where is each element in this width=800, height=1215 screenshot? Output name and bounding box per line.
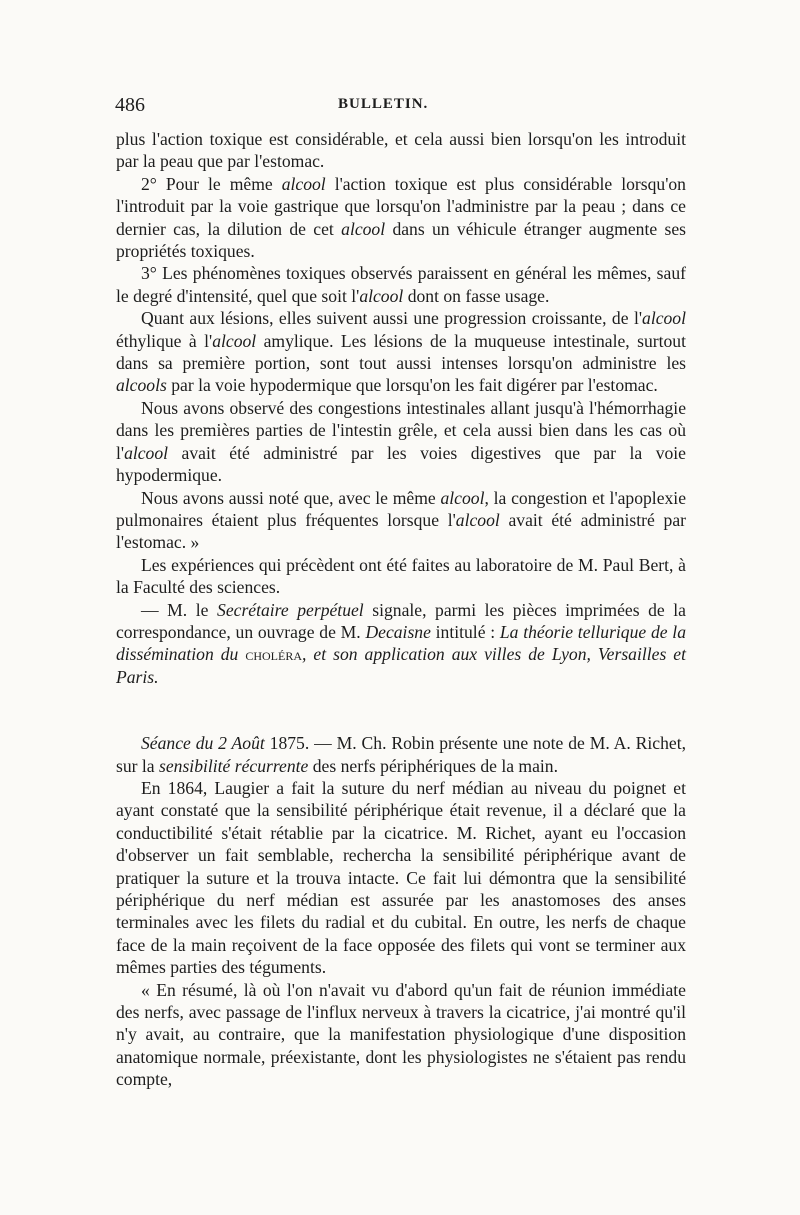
page-number: 486 bbox=[115, 94, 145, 116]
paragraph-congestions: Nous avons observé des congestions intestinales allant jusqu'à l'hémorrhagie dans les premières parties de l'intestin grêle, et cela aussi bien dans les cas où l'alcool avait été administré par les voies digestives que par la voie hypodermique. bbox=[116, 397, 686, 486]
body-text bbox=[116, 128, 686, 1091]
session-heading-paragraph: Séance du 2 Août 1875. — M. Ch. Robin présente une note de M. A. Richet, sur la sensibilité récurrente des nerfs périphériques de la main. bbox=[116, 733, 686, 776]
paragraph-correspondance: — M. le Secrétaire perpétuel signale, parmi les pièces imprimées de la correspondance, un ouvrage de M. Decaisne intitulé : La théorie tellurique de la dissémination du choléra, et son application aux villes de Lyon, Versailles et Paris. bbox=[116, 599, 686, 687]
paragraph-resume: « En résumé, là où l'on n'avait vu d'abord qu'un fait de réunion immédiate des nerfs, avec passage de l'influx nerveux à travers la cicatrice, j'ai montré qu'il n'y avait, au contraire, que la manifestation physiologique d'une disposition anatomique normale, préexistante, dont les physiologistes ne s'étaient pas rendu compte, bbox=[116, 979, 686, 1090]
paragraph-apoplexie: Nous avons aussi noté que, avec le même alcool, la congestion et l'apoplexie pulmonaires étaient plus fréquentes lorsque l'alcool avait été administré par l'estomac. » bbox=[116, 487, 687, 553]
paragraph-continuation: plus l'action toxique est considérable, et cela aussi bien lorsqu'on les introduit par la peau que par l'estomac. bbox=[116, 129, 686, 172]
page-header bbox=[115, 94, 685, 118]
paragraph-lesions: Quant aux lésions, elles suivent aussi une progression croissante, de l'alcool éthylique à l'alcool amylique. Les lésions de la muqueuse intestinale, surtout dans sa première portion, sont tout aussi intenses lorsqu'on administre les alcools par la voie hypodermique que lorsqu'on les fait digérer par l'estomac. bbox=[116, 308, 686, 396]
paragraph-laugier: En 1864, Laugier a fait la suture du nerf médian au niveau du poignet et ayant constaté que la sensibilité périphérique était revenue, il a déclaré que la conductibilité s'était rétablie par la cicatrice. M. Richet, ayant eu l'occasion d'observer un fait semblable, rechercha la sensibilité périphérique avant de pratiquer la suture et la trouva intacte. Ce fait lui démontra que la sensibilité périphérique du nerf médian est assurée par les anastomoses des anses terminales avec les filets du radial et du cubital. En outre, les nerfs de chaque face de la main reçoivent de la face opposée des filets qui vont se terminer aux mêmes parties des téguments. bbox=[116, 777, 686, 978]
running-head: BULLETIN. bbox=[338, 96, 429, 112]
paragraph-laboratoire: Les expériences qui précèdent ont été faites au laboratoire de M. Paul Bert, à la Faculté des sciences. bbox=[116, 554, 686, 598]
paragraph-conclusion-3: 3° Les phénomènes toxiques observés paraissent en général les mêmes, sauf le degré d'intensité, quel que soit l'alcool dont on fasse usage. bbox=[116, 263, 686, 306]
paragraph-conclusion-2: 2° Pour le même alcool l'action toxique est plus considérable lorsqu'on l'introduit par la voie gastrique que lorsqu'on l'administre par la peau ; dans ce dernier cas, la dilution de cet alcool dans un véhicule étranger augmente ses propriétés toxiques. bbox=[116, 173, 686, 262]
